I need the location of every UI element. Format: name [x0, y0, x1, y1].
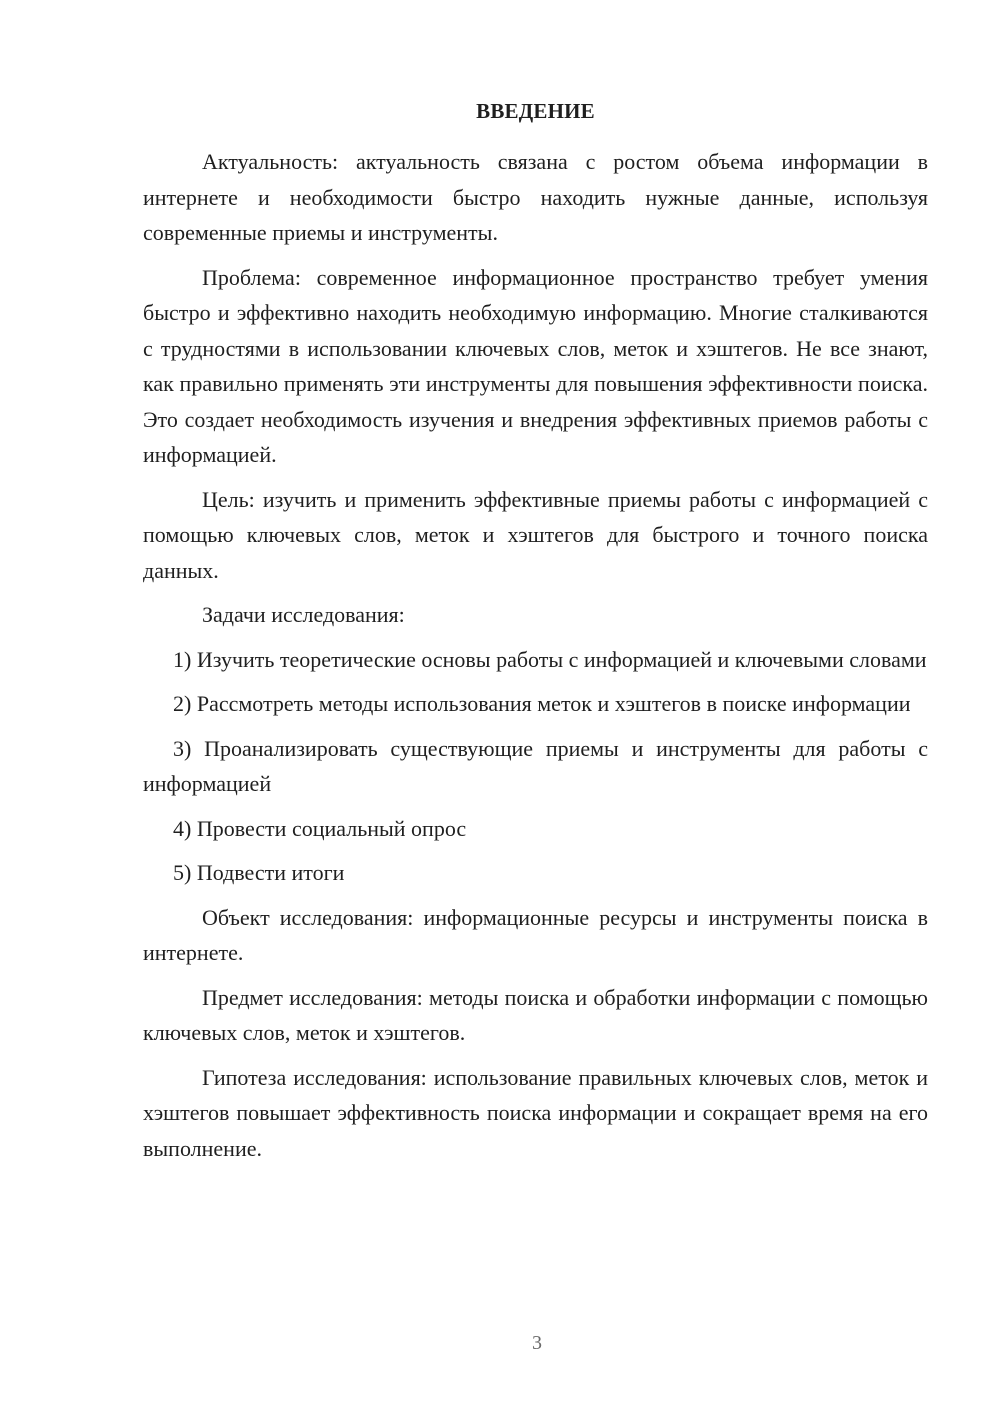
- section-heading: ВВЕДЕНИЕ: [476, 99, 595, 123]
- task-item: [143, 642, 928, 678]
- task-item: [143, 855, 928, 891]
- relevance-paragraph: Актуальность: актуальность связана с ростом объема информации в интернете и необходимости быстро находить нужные данные, используя современные приемы и инструменты.: [143, 149, 928, 245]
- task-text: Рассмотреть методы использования меток и хэштегов в поиске информации: [196, 691, 911, 716]
- subject-paragraph: Предмет исследования: методы поиска и обработки информации с помощью ключевых слов, меток и хэштегов.: [143, 984, 928, 1045]
- tasks-title: Задачи исследования:: [202, 602, 405, 627]
- task-number: 2): [173, 691, 192, 716]
- task-text: Проанализировать существующие приемы и инструменты для работы с информацией: [143, 735, 928, 796]
- task-number: 1): [173, 646, 192, 672]
- document-content: [143, 94, 928, 1175]
- task-number: 5): [173, 860, 192, 885]
- task-text: Подвести итоги: [196, 860, 345, 885]
- task-item: [143, 811, 928, 847]
- hypothesis-paragraph: Гипотеза исследования: использование правильных ключевых слов, меток и хэштегов повышает эффективность поиска информации и сокращает время на его выполнение.: [143, 1064, 928, 1161]
- task-text: Изучить теоретические основы работы с информацией и ключевыми словами: [196, 646, 927, 672]
- task-item: [143, 686, 928, 722]
- page-number: 3: [532, 1332, 542, 1354]
- goal-paragraph: Цель: изучить и применить эффективные приемы работы с информацией с помощью ключевых слов, меток и хэштегов для быстрого и точного поиска данных.: [143, 486, 928, 583]
- task-number: 4): [173, 815, 192, 841]
- problem-paragraph: Проблема: современное информационное пространство требует умения быстро и эффективно находить необходимую информацию. Многие сталкиваются с трудностями в использовании ключевых слов, меток и хэштегов. Не все знают, как правильно применять эти инструменты для повышения эффективности поиска. Это создает необходимость изучения и внедрения эффективных приемов работы с информацией.: [143, 264, 928, 467]
- task-number: 3): [173, 735, 192, 761]
- task-item: [143, 731, 928, 802]
- task-text: Провести социальный опрос: [196, 815, 467, 841]
- object-paragraph: Объект исследования: информационные ресурсы и инструменты поиска в интернете.: [143, 904, 928, 965]
